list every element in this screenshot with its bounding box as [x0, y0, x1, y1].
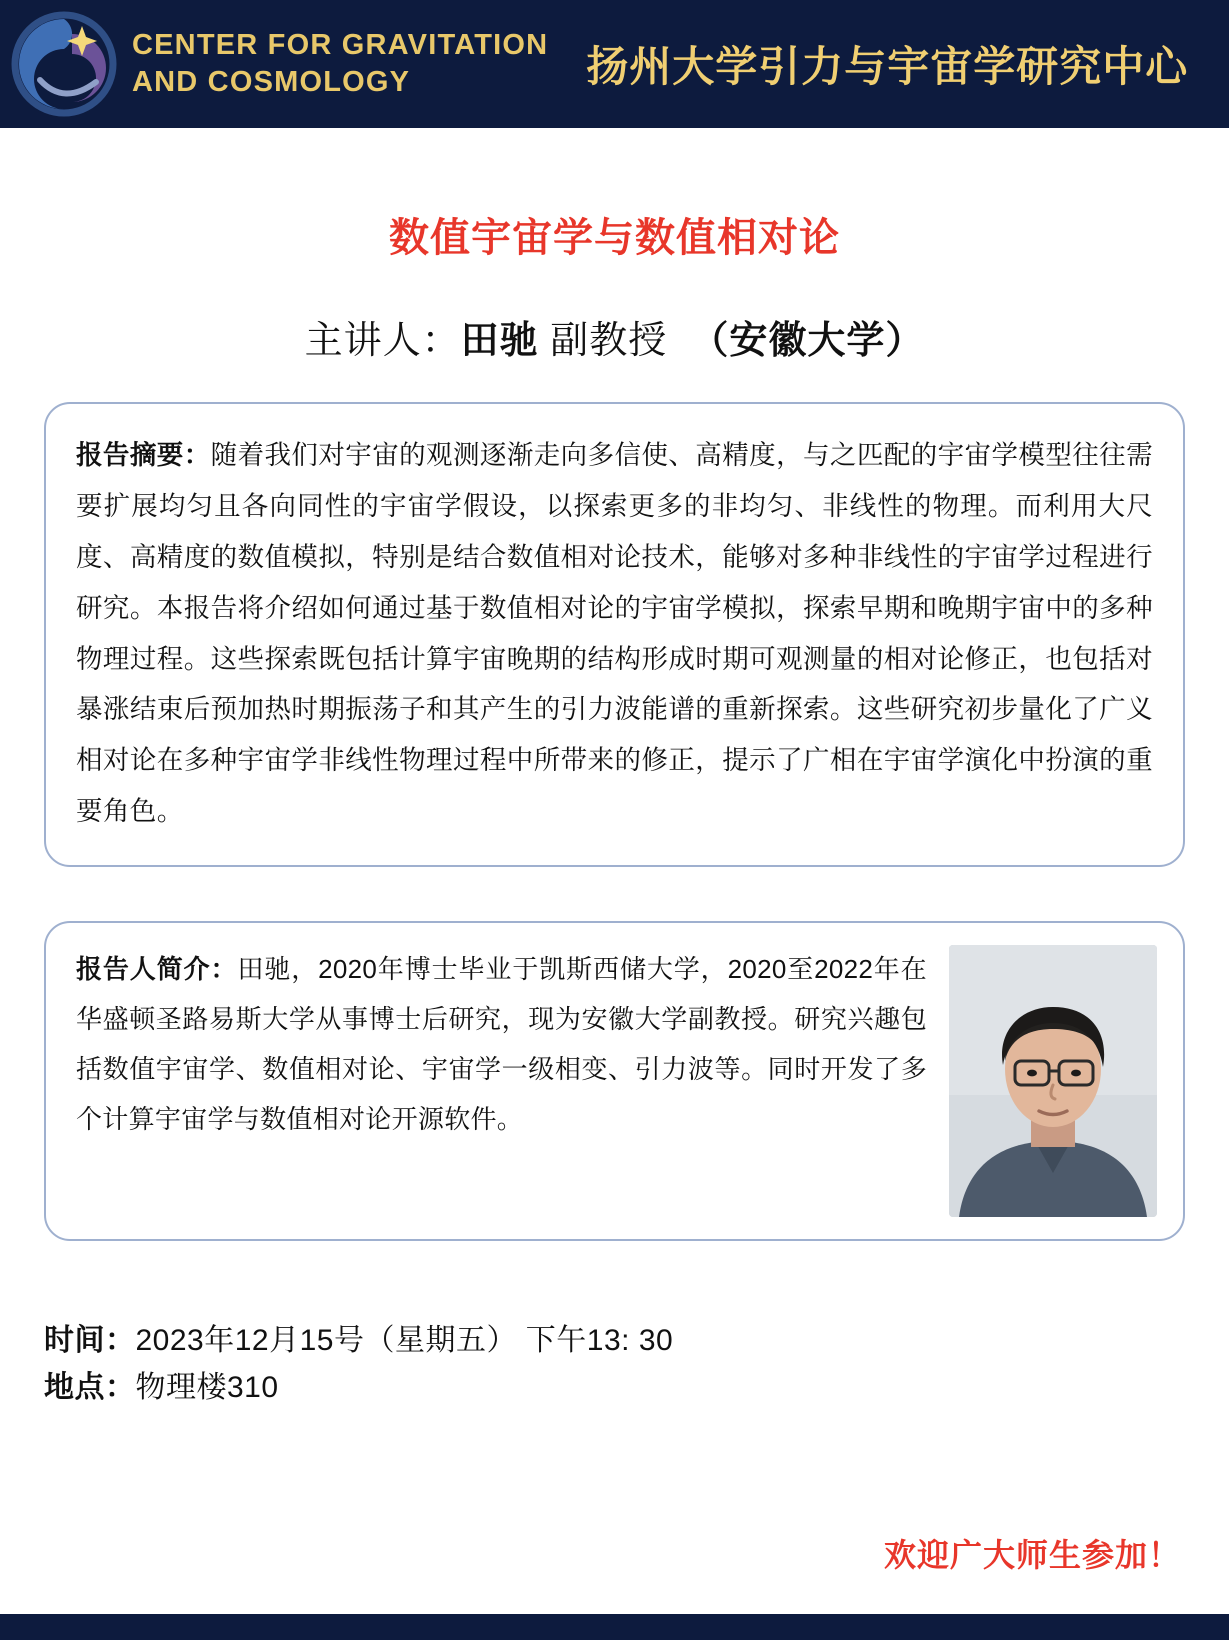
speaker-prefix: 主讲人：: [304, 320, 461, 362]
speaker-affiliation: （安徽大学）: [690, 320, 925, 362]
speaker-portrait: [949, 945, 1157, 1217]
bio-label: 报告人简介：: [76, 954, 238, 984]
speaker-name: 田驰: [460, 320, 539, 362]
event-details: [44, 1317, 1185, 1412]
abstract-text: 随着我们对宇宙的观测逐渐走向多信使、高精度，与之匹配的宇宙学模型往往需要扩展均匀且各向同性的宇宙学假设，以探索更多的非均匀、非线性的物理。而利用大尺度、高精度的数值模拟，特别是结合数值相对论技术，能够对多种非线性的宇宙学过程进行研究。本报告将介绍如何通过基于数值相对论的宇宙学模拟，探索早期和晚期宇宙中的多种物理过程。这些探索既包括计算宇宙晚期的结构形成时期可观测量的相对论修正，也包括对暴涨结束后预加热时期振荡子和其产生的引力波能谱的重新探索。这些研究初步量化了广义相对论在多种宇宙学非线性物理过程中所带来的修正，提示了广相在宇宙学演化中扮演的重要角色。: [76, 440, 1154, 827]
bio-panel: [44, 921, 1185, 1241]
event-place-row: [44, 1364, 1185, 1411]
bio-text: 田驰，2020年博士毕业于凯斯西储大学，2020至2022年在华盛顿圣路易斯大学从事博士后研究，现为安徽大学副教授。研究兴趣包括数值宇宙学、数值相对论、宇宙学一级相变、引力波等。同时开发了多个计算宇宙学与数值相对论开源软件。: [76, 954, 927, 1134]
site-header: [0, 0, 1229, 128]
speaker-rank: 副教授: [550, 320, 668, 362]
center-english-title: [132, 27, 548, 101]
abstract-label: 报告摘要：: [76, 440, 211, 470]
page-title: 数值宇宙学与数值相对论: [389, 216, 840, 260]
center-english-title-line1: CENTER FOR GRAVITATION: [132, 28, 549, 61]
event-place-value: 物理楼310: [135, 1371, 279, 1405]
poster-content: [0, 206, 1229, 1412]
abstract-panel: [44, 402, 1185, 867]
center-english-title-line2: AND COSMOLOGY: [132, 66, 411, 98]
bio-text-block: [76, 945, 927, 1145]
event-time-label: 时间：: [44, 1324, 136, 1357]
speaker-line: [44, 309, 1185, 364]
event-time-row: [44, 1317, 1185, 1364]
footer-bar: [0, 1614, 1229, 1640]
center-logo-icon: [10, 10, 118, 118]
event-place-label: 地点：: [44, 1371, 136, 1405]
center-chinese-title: 扬州大学引力与宇宙学研究中心: [586, 43, 1189, 90]
welcome-note: 欢迎广大师生参加！: [883, 1537, 1181, 1573]
event-time-value: 2023年12月15号（星期五） 下午13: 30: [135, 1324, 674, 1357]
